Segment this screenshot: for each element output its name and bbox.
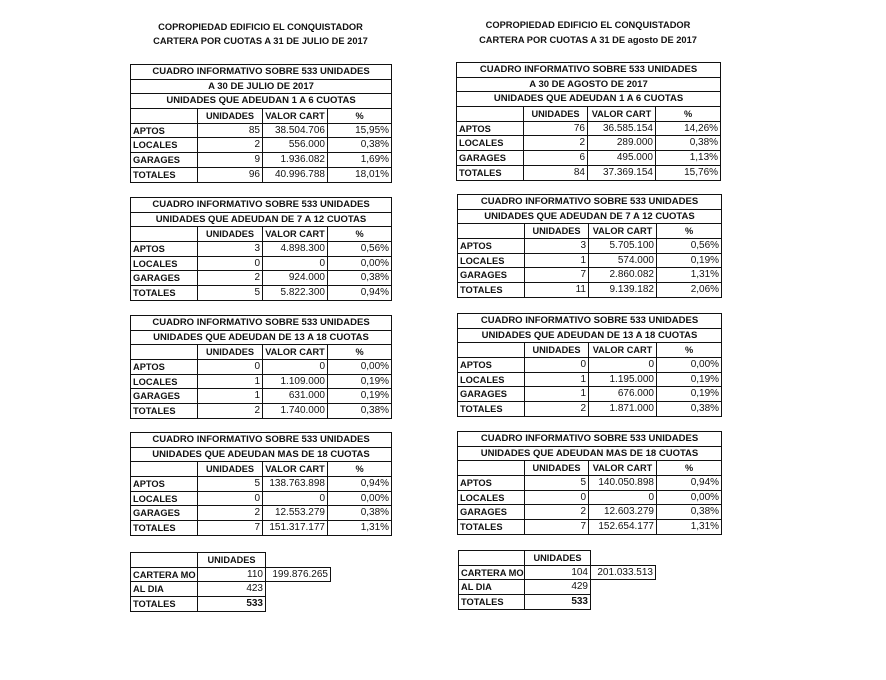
empty-header-cell: [458, 343, 525, 358]
cell-percent: 0,38%: [328, 506, 392, 521]
table-row: [458, 505, 722, 520]
cell-unidades: 0: [198, 360, 263, 375]
cell-percent: 0,38%: [657, 505, 722, 520]
cell-unidades: 1: [525, 253, 589, 268]
cell-percent: 0,19%: [657, 372, 722, 387]
cell-unidades: 1: [198, 389, 263, 404]
table-row: [131, 521, 392, 536]
row-label: APTOS: [131, 123, 198, 138]
row-label: LOCALES: [131, 256, 198, 271]
table-row: [458, 268, 722, 283]
cell-unidades: 2: [525, 505, 589, 520]
cell-unidades: 3: [525, 239, 589, 254]
row-label: APTOS: [458, 476, 525, 491]
empty-header-cell: [458, 461, 525, 476]
cell-valor-cart: 0: [263, 360, 328, 375]
row-label: GARAGES: [131, 506, 198, 521]
table-heading-row: [131, 433, 392, 448]
cell-valor-cart: 556.000: [263, 138, 328, 153]
column-header-unidades: UNIDADES: [198, 462, 263, 477]
cell-unidades: 110: [198, 567, 266, 582]
table-heading-row: [458, 446, 722, 461]
cell-percent: 0,56%: [328, 242, 392, 257]
table-row: [458, 520, 722, 535]
row-label: LOCALES: [131, 374, 198, 389]
row-label: TOTALES: [458, 283, 525, 298]
table-heading-row: [457, 77, 721, 92]
row-label: APTOS: [458, 239, 525, 254]
cell-percent: 1,69%: [328, 153, 392, 168]
row-label: TOTALES: [131, 597, 198, 612]
table-row: [131, 153, 392, 168]
cell-percent: 15,95%: [328, 123, 392, 138]
right-summary-table: [458, 550, 656, 610]
cell-unidades: 104: [525, 565, 591, 580]
cell-valor-cart: 574.000: [589, 253, 657, 268]
column-header-row: [458, 343, 722, 358]
cell-percent: 0,56%: [657, 239, 722, 254]
column-header-valor-cart: VALOR CART: [589, 461, 657, 476]
table-row: [131, 389, 392, 404]
cell-valor-cartera: 199.876.265: [266, 567, 331, 582]
table-heading: UNIDADES QUE ADEUDAN 1 A 6 CUOTAS: [131, 94, 392, 109]
column-header-valor-cart: VALOR CART: [589, 224, 657, 239]
table-row: [458, 372, 722, 387]
cell-valor-cart: 631.000: [263, 389, 328, 404]
table-row: [131, 597, 331, 612]
page-title: COPROPIEDAD EDIFICIO EL CONQUISTADOR: [158, 22, 363, 32]
row-label: GARAGES: [131, 389, 198, 404]
cell-unidades: 7: [198, 521, 263, 536]
table-heading: UNIDADES QUE ADEUDAN MAS DE 18 CUOTAS: [458, 446, 722, 461]
table-heading-row: [131, 330, 392, 345]
table-row: [131, 242, 392, 257]
cell-percent: 0,94%: [657, 476, 722, 491]
row-label: TOTALES: [458, 402, 525, 417]
empty-header-cell: [131, 227, 198, 242]
cell-unidades: 2: [198, 404, 263, 419]
table-heading: UNIDADES QUE ADEUDAN DE 7 A 12 CUOTAS: [131, 212, 392, 227]
column-header-unidades: UNIDADES: [198, 553, 266, 568]
cell-valor-cart: 9.139.182: [589, 283, 657, 298]
row-label: LOCALES: [457, 136, 524, 151]
table-row: [131, 138, 392, 153]
cell-unidades: 2: [198, 506, 263, 521]
cell-valor-cart: 289.000: [588, 136, 656, 151]
cell-valor-cart: 140.050.898: [589, 476, 657, 491]
table-heading: UNIDADES QUE ADEUDAN 1 A 6 CUOTAS: [457, 92, 721, 107]
column-header-percent: %: [328, 109, 392, 124]
cell-valor-cart: 1.871.000: [589, 402, 657, 417]
table-heading: CUADRO INFORMATIVO SOBRE 533 UNIDADES: [131, 198, 392, 213]
row-label: LOCALES: [131, 138, 198, 153]
row-label: TOTALES: [458, 520, 525, 535]
table-row: [131, 582, 331, 597]
cell-percent: 0,00%: [657, 358, 722, 373]
table-row: [458, 476, 722, 491]
cell-percent: 1,31%: [657, 520, 722, 535]
column-header-valor-cart: VALOR CART: [263, 345, 328, 360]
right-table-1-a-6-cuotas: [456, 62, 721, 181]
row-label: CARTERA MO: [131, 567, 198, 582]
right-table-7-a-12-cuotas: [457, 194, 722, 298]
column-header-row: [131, 345, 392, 360]
table-heading-row: [131, 94, 392, 109]
table-heading: CUADRO INFORMATIVO SOBRE 533 UNIDADES: [458, 314, 722, 329]
left-table-1-a-6-cuotas: [130, 64, 392, 183]
column-header-unidades: UNIDADES: [198, 109, 263, 124]
table-heading-row: [131, 79, 392, 94]
cell-valor-cart: 676.000: [589, 387, 657, 402]
cell-unidades: 76: [524, 121, 588, 136]
table-row: [459, 580, 656, 595]
column-header-percent: %: [328, 227, 392, 242]
table-row: [458, 387, 722, 402]
cell-unidades: 84: [524, 165, 588, 180]
cell-valor-cart: 40.996.788: [263, 167, 328, 182]
cell-percent: 0,94%: [328, 286, 392, 301]
column-header-unidades: UNIDADES: [525, 461, 589, 476]
table-heading: A 30 DE AGOSTO DE 2017: [457, 77, 721, 92]
cell-valor-cart: 5.822.300: [263, 286, 328, 301]
table-row: [131, 360, 392, 375]
cell-unidades: 5: [198, 286, 263, 301]
left-summary-table: [130, 552, 331, 612]
cell-unidades: 9: [198, 153, 263, 168]
cell-unidades: 6: [524, 151, 588, 166]
table-row: [457, 151, 721, 166]
right-table-13-a-18-cuotas: [457, 313, 722, 417]
cell-unidades: 85: [198, 123, 263, 138]
table-heading-row: [131, 198, 392, 213]
cell-valor-cart: 12.603.279: [589, 505, 657, 520]
cell-valor-cart: 152.654.177: [589, 520, 657, 535]
column-header-unidades: UNIDADES: [525, 343, 589, 358]
row-label: LOCALES: [458, 253, 525, 268]
cell-percent: 0,00%: [657, 490, 722, 505]
cell-unidades: 429: [525, 580, 591, 595]
cell-valor-cart: 4.898.300: [263, 242, 328, 257]
empty-cell: [591, 580, 656, 595]
column-header-row: [458, 461, 722, 476]
cell-percent: 0,19%: [328, 374, 392, 389]
row-label: GARAGES: [457, 151, 524, 166]
cell-percent: 18,01%: [328, 167, 392, 182]
table-heading-row: [458, 314, 722, 329]
cell-valor-cart: 1.740.000: [263, 404, 328, 419]
cell-unidades-total: 533: [198, 597, 266, 612]
cell-percent: 0,38%: [657, 402, 722, 417]
table-row: [458, 358, 722, 373]
column-header-unidades: UNIDADES: [525, 551, 591, 566]
table-heading: UNIDADES QUE ADEUDAN DE 7 A 12 CUOTAS: [458, 209, 722, 224]
cell-percent: 0,38%: [328, 404, 392, 419]
left-table-7-a-12-cuotas: [130, 197, 392, 301]
column-header-unidades: UNIDADES: [198, 345, 263, 360]
cell-percent: 1,31%: [328, 521, 392, 536]
column-header-valor-cart: VALOR CART: [263, 462, 328, 477]
cell-percent: 1,13%: [656, 151, 721, 166]
page-title: COPROPIEDAD EDIFICIO EL CONQUISTADOR: [485, 20, 691, 30]
table-heading: UNIDADES QUE ADEUDAN MAS DE 18 CUOTAS: [131, 447, 392, 462]
column-header-row: [131, 227, 392, 242]
table-row: [458, 402, 722, 417]
page-subtitle: CARTERA POR CUOTAS A 31 DE JULIO DE 2017: [153, 36, 368, 46]
column-header-unidades: UNIDADES: [198, 227, 263, 242]
cell-percent: 15,76%: [656, 165, 721, 180]
cell-valor-cart: 12.553.279: [263, 506, 328, 521]
cell-percent: 0,38%: [328, 271, 392, 286]
column-header-unidades: UNIDADES: [524, 107, 588, 122]
table-row: [131, 477, 392, 492]
table-heading: CUADRO INFORMATIVO SOBRE 533 UNIDADES: [458, 195, 722, 210]
cell-percent: 0,00%: [328, 256, 392, 271]
cell-unidades: 423: [198, 582, 266, 597]
row-label: TOTALES: [457, 165, 524, 180]
table-row: [131, 404, 392, 419]
column-header-valor-cart: VALOR CART: [263, 227, 328, 242]
row-label: LOCALES: [458, 490, 525, 505]
row-label: GARAGES: [458, 268, 525, 283]
cell-unidades: 0: [198, 491, 263, 506]
table-row: [131, 374, 392, 389]
cell-unidades: 7: [525, 268, 589, 283]
row-label: TOTALES: [131, 521, 198, 536]
column-header-unidades: UNIDADES: [525, 224, 589, 239]
empty-cell: [591, 595, 656, 610]
cell-percent: 0,19%: [328, 389, 392, 404]
cell-percent: 0,38%: [328, 138, 392, 153]
table-row: [131, 506, 392, 521]
cell-percent: 0,00%: [328, 491, 392, 506]
row-label: AL DIA: [131, 582, 198, 597]
table-heading-row: [458, 209, 722, 224]
table-heading-row: [131, 447, 392, 462]
table-row: [457, 121, 721, 136]
row-label: GARAGES: [458, 505, 525, 520]
cell-valor-cart: 0: [263, 491, 328, 506]
table-row: [459, 595, 656, 610]
cell-valor-cartera: 201.033.513: [591, 565, 656, 580]
table-heading: CUADRO INFORMATIVO SOBRE 533 UNIDADES: [458, 432, 722, 447]
column-header-row: [459, 551, 656, 566]
row-label: LOCALES: [458, 372, 525, 387]
table-heading-row: [457, 63, 721, 78]
cell-percent: 1,31%: [657, 268, 722, 283]
cell-unidades: 1: [525, 387, 589, 402]
cell-unidades: 5: [525, 476, 589, 491]
table-heading: CUADRO INFORMATIVO SOBRE 533 UNIDADES: [131, 65, 392, 80]
cell-unidades: 0: [198, 256, 263, 271]
column-header-valor-cart: VALOR CART: [588, 107, 656, 122]
table-row: [458, 239, 722, 254]
table-heading: CUADRO INFORMATIVO SOBRE 533 UNIDADES: [457, 63, 721, 78]
table-row: [458, 253, 722, 268]
cell-unidades: 0: [525, 490, 589, 505]
table-heading: UNIDADES QUE ADEUDAN DE 13 A 18 CUOTAS: [458, 328, 722, 343]
row-label: TOTALES: [131, 404, 198, 419]
row-label: AL DIA: [459, 580, 525, 595]
column-header-row: [131, 462, 392, 477]
cell-percent: 0,94%: [328, 477, 392, 492]
empty-header-cell: [459, 551, 525, 566]
cell-percent: 0,19%: [657, 253, 722, 268]
cell-valor-cart: 5.705.100: [589, 239, 657, 254]
table-heading-row: [458, 328, 722, 343]
left-table-13-a-18-cuotas: [130, 315, 392, 419]
cell-unidades: 2: [524, 136, 588, 151]
table-row: [131, 256, 392, 271]
row-label: TOTALES: [459, 595, 525, 610]
row-label: GARAGES: [458, 387, 525, 402]
empty-cell: [266, 582, 331, 597]
cell-percent: 0,38%: [656, 136, 721, 151]
column-header-percent: %: [656, 107, 721, 122]
cell-unidades: 1: [525, 372, 589, 387]
cell-valor-cart: 36.585.154: [588, 121, 656, 136]
empty-header-cell: [131, 109, 198, 124]
row-label: APTOS: [131, 360, 198, 375]
empty-cell: [266, 553, 331, 568]
cell-unidades: 5: [198, 477, 263, 492]
row-label: APTOS: [458, 358, 525, 373]
table-row: [457, 136, 721, 151]
table-heading-row: [458, 432, 722, 447]
table-heading-row: [457, 92, 721, 107]
cell-unidades: 11: [525, 283, 589, 298]
empty-cell: [591, 551, 656, 566]
left-table-mas-de-18-cuotas: [130, 432, 392, 536]
table-row: [131, 271, 392, 286]
cell-valor-cart: 495.000: [588, 151, 656, 166]
column-header-row: [458, 224, 722, 239]
column-header-valor-cart: VALOR CART: [589, 343, 657, 358]
cell-unidades: 2: [198, 271, 263, 286]
table-row: [458, 490, 722, 505]
cell-valor-cart: 1.109.000: [263, 374, 328, 389]
cell-valor-cart: 1.936.082: [263, 153, 328, 168]
row-label: GARAGES: [131, 271, 198, 286]
cell-percent: 0,00%: [328, 360, 392, 375]
table-heading: CUADRO INFORMATIVO SOBRE 533 UNIDADES: [131, 433, 392, 448]
table-heading: CUADRO INFORMATIVO SOBRE 533 UNIDADES: [131, 316, 392, 331]
cell-valor-cart: 151.317.177: [263, 521, 328, 536]
cell-unidades: 3: [198, 242, 263, 257]
right-table-mas-de-18-cuotas: [457, 431, 722, 535]
column-header-percent: %: [328, 462, 392, 477]
table-row: [457, 165, 721, 180]
cell-valor-cart: 138.763.898: [263, 477, 328, 492]
row-label: APTOS: [131, 242, 198, 257]
column-header-row: [131, 553, 331, 568]
cell-valor-cart: 0: [589, 490, 657, 505]
column-header-valor-cart: VALOR CART: [263, 109, 328, 124]
cell-unidades: 0: [525, 358, 589, 373]
empty-header-cell: [131, 345, 198, 360]
table-row: [131, 167, 392, 182]
page-subtitle: CARTERA POR CUOTAS A 31 DE agosto DE 2017: [479, 35, 697, 45]
row-label: APTOS: [457, 121, 524, 136]
column-header-percent: %: [657, 343, 722, 358]
row-label: CARTERA MO: [459, 565, 525, 580]
column-header-row: [131, 109, 392, 124]
table-heading-row: [131, 65, 392, 80]
empty-header-cell: [131, 462, 198, 477]
cell-percent: 2,06%: [657, 283, 722, 298]
column-header-row: [457, 107, 721, 122]
empty-header-cell: [131, 553, 198, 568]
cell-unidades: 2: [525, 402, 589, 417]
table-row: [131, 286, 392, 301]
table-row: [459, 565, 656, 580]
column-header-percent: %: [328, 345, 392, 360]
cell-valor-cart: 2.860.082: [589, 268, 657, 283]
table-row: [131, 491, 392, 506]
column-header-percent: %: [657, 461, 722, 476]
cell-unidades: 2: [198, 138, 263, 153]
row-label: APTOS: [131, 477, 198, 492]
row-label: LOCALES: [131, 491, 198, 506]
cell-percent: 14,26%: [656, 121, 721, 136]
cell-valor-cart: 0: [589, 358, 657, 373]
empty-header-cell: [457, 107, 524, 122]
table-heading-row: [131, 212, 392, 227]
row-label: TOTALES: [131, 167, 198, 182]
table-row: [131, 567, 331, 582]
table-heading-row: [458, 195, 722, 210]
empty-cell: [266, 597, 331, 612]
cell-valor-cart: 1.195.000: [589, 372, 657, 387]
cell-valor-cart: 38.504.706: [263, 123, 328, 138]
row-label: GARAGES: [131, 153, 198, 168]
table-heading: A 30 DE JULIO DE 2017: [131, 79, 392, 94]
table-heading: UNIDADES QUE ADEUDAN DE 13 A 18 CUOTAS: [131, 330, 392, 345]
row-label: TOTALES: [131, 286, 198, 301]
cell-unidades: 96: [198, 167, 263, 182]
column-header-percent: %: [657, 224, 722, 239]
cell-unidades-total: 533: [525, 595, 591, 610]
cell-unidades: 1: [198, 374, 263, 389]
cell-valor-cart: 924.000: [263, 271, 328, 286]
empty-header-cell: [458, 224, 525, 239]
cell-valor-cart: 0: [263, 256, 328, 271]
cell-valor-cart: 37.369.154: [588, 165, 656, 180]
cell-unidades: 7: [525, 520, 589, 535]
table-row: [131, 123, 392, 138]
table-row: [458, 283, 722, 298]
cell-percent: 0,19%: [657, 387, 722, 402]
table-heading-row: [131, 316, 392, 331]
